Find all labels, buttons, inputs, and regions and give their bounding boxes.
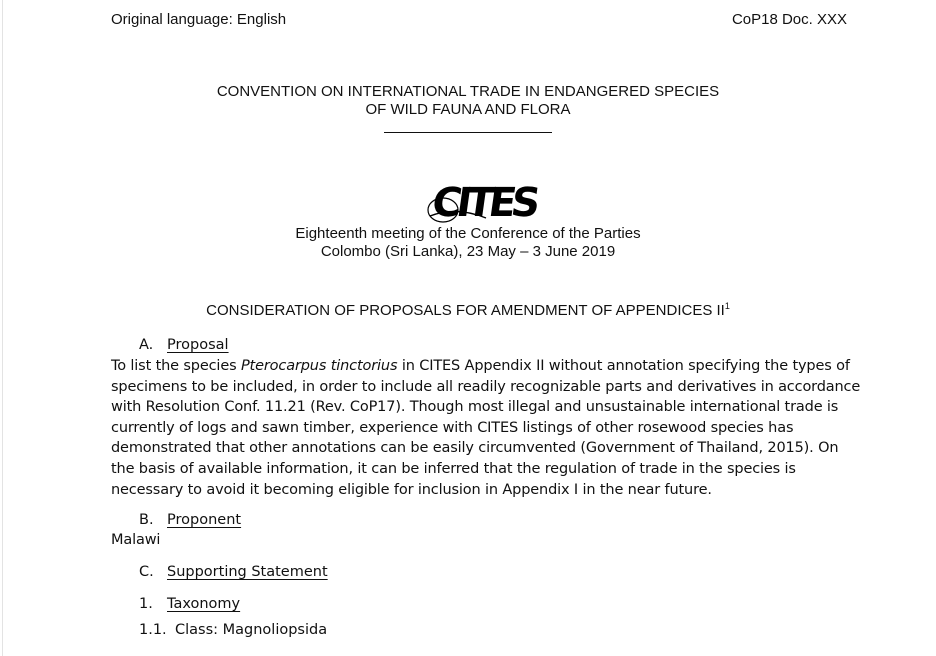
section-number: A. (139, 337, 154, 353)
proposal-paragraph (111, 356, 860, 500)
paragraph-line: with Resolution Conf. 11.21 (Rev. CoP17). Though most illegal and unsustainable international trade is (111, 399, 839, 416)
convention-title-line-1: CONVENTION ON INTERNATIONAL TRADE IN ENDANGERED SPECIES (216, 83, 720, 100)
meeting-line-1: Eighteenth meeting of the Conference of the Parties (295, 225, 641, 242)
section-number: C. (139, 564, 154, 580)
cites-logo (426, 178, 539, 230)
line-text: To list the species (111, 358, 241, 374)
paragraph-line: specimens to be included, in order to include all readily recognizable parts and derivatives in accordance (111, 378, 861, 395)
footnote-marker: 1 (724, 301, 730, 311)
section-c-label: Supporting Statement (167, 564, 328, 580)
section-1-label: Taxonomy (167, 596, 241, 612)
subsection-1-1-heading (139, 620, 327, 640)
original-language-label: Original language: English (111, 11, 287, 28)
paragraph-line: necessary to avoid it becoming eligible for inclusion in Appendix I in the near future. (111, 481, 712, 498)
paragraph-line: the basis of available information, it can be inferred that the regulation of trade in the species is (111, 460, 796, 477)
proponent-value: Malawi (111, 532, 161, 548)
paragraph-line: demonstrated that other annotations can be easily circumvented (Government of Thailand, 2015). On (111, 440, 839, 457)
document-title-text: CONSIDERATION OF PROPOSALS FOR AMENDMENT OF APPENDICES II (206, 302, 725, 319)
section-b-heading (139, 510, 241, 530)
section-c-heading (139, 562, 328, 582)
section-number: 1. (139, 596, 153, 612)
svg-text:CITES: CITES (429, 180, 539, 226)
paragraph-line (111, 356, 860, 377)
line-text: in CITES Appendix II without annotation specifying the types of (397, 358, 850, 374)
convention-title-line-2: OF WILD FAUNA AND FLORA (365, 101, 571, 118)
section-a-label: Proposal (167, 337, 229, 353)
document-title (0, 297, 936, 320)
section-a-heading (139, 335, 229, 355)
class-text: Class: Magnoliopsida (175, 622, 328, 638)
section-number: 1.1. (139, 622, 167, 638)
title-divider (384, 132, 552, 133)
section-b-label: Proponent (167, 512, 242, 528)
section-1-heading (139, 594, 240, 614)
paragraph-line: currently of logs and sawn timber, experience with CITES listings of other rosewood species has (111, 419, 794, 436)
species-name: Pterocarpus tinctorius (240, 358, 398, 374)
document-reference: CoP18 Doc. XXX (731, 11, 847, 28)
meeting-line-2: Colombo (Sri Lanka), 23 May – 3 June 2019 (320, 243, 616, 260)
section-number: B. (139, 512, 154, 528)
